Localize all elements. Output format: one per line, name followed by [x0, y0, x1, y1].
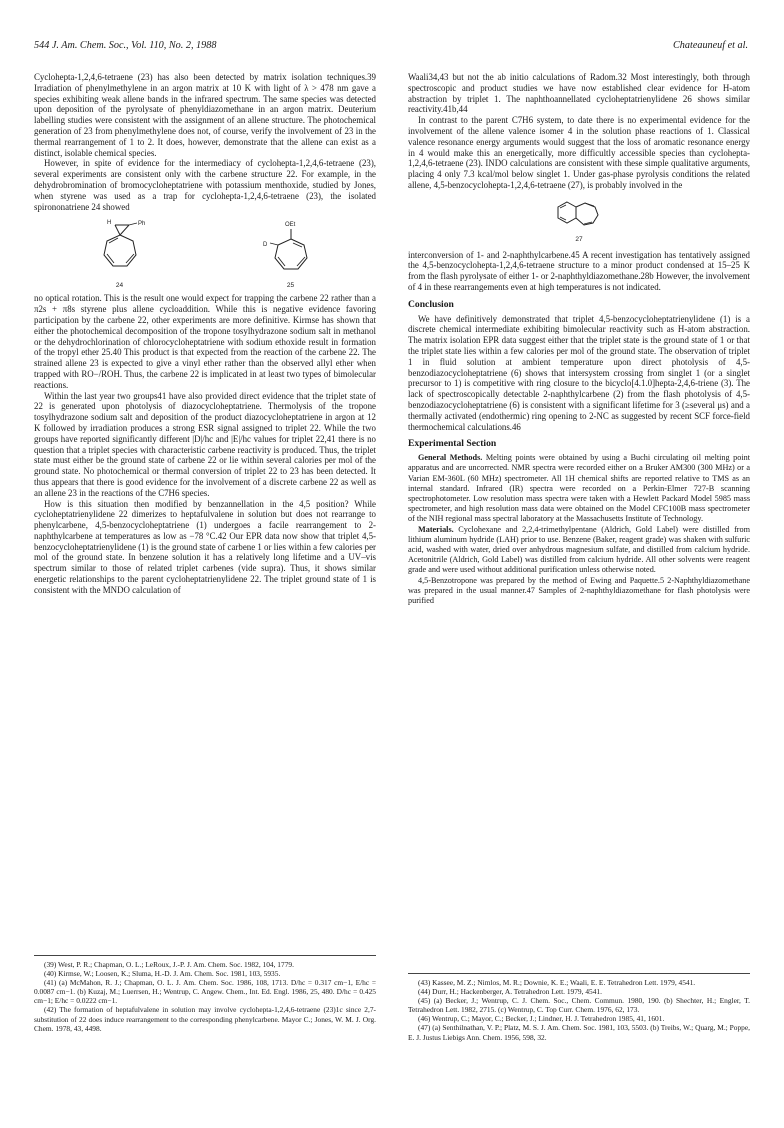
structure-25-label: 25	[286, 281, 295, 289]
right-column	[408, 72, 750, 606]
paragraph	[408, 525, 750, 576]
paragraph: How is this situation then modified by benzannellation in the 4,5 position? While cycloheptatrienylidene 22 dimerizes to heptafulvalene in solution but does not rearrange to phenylcarbene, 4,5-benzocycloheptatriene (1) undergoes a facile rearrangement to 2-naphthylcarbene at temperatures as low as −78 °C.42 Our EPR data now show that triplet 4,5-benzocycloheptatrienylidene (1) is the ground state of carbene 1 or lies within a few calories per mol of the ground state. In benzene solution it has a relatively long lifetime and a UV–vis spectrum similar to those of related triplet carbenes (vide supra). Thus, it shows similar energetic relationships to the parent cycloheptatrienylidene 22. The triplet ground state of 1 is consistent with the MNDO calculation of	[34, 498, 376, 595]
footnotes-right	[408, 973, 750, 1042]
footnotes-left	[34, 955, 376, 1033]
footnote: (40) Kirmse, W.; Loosen, K.; Sluma, H.-D. J. Am. Chem. Soc. 1981, 103, 5935.	[44, 969, 281, 979]
structure-24	[85, 217, 155, 292]
paragraph-body: Cyclohexane and 2,2,4-trimethylpentane (Aldrich, Gold Label) were distilled from lithium aluminum hydride (LAH) prior to use. Benzene (Baker, reagent grade) was shaken with sulfuric acid, washed with water, dried over anhydrous magnesium sulfate, and distilled from calcium hydride. Acetonitrile (Aldrich, Gold Label) was distilled from calcium hydride. All other solvents were reagent grade and were used without additional purification unless otherwise noted.	[408, 524, 750, 575]
struct24-h-label: H	[106, 219, 111, 226]
paragraph-body: Melting points were obtained by using a Buchi circulating oil melting point apparatus and are uncorrected. NMR spectra were recorded either on a Bruker AM300 (300 MHz) or a Varian EM-360L (60 MHz) spectrometer. All 1H chemical shifts are reported relative to TMS as an internal standard. Infrared (IR) spectra were recorded on a Perkin-Elmer 727-B scanning spectrophotometer. Low resolution mass spectra were taken with a Hewlett Packard Model 5985 mass spectrometer, and high resolution mass data were obtained on the Model CFC100B mass spectrometer of the NIH regional mass spectral laboratory at the Massachusetts Institute of Technology.	[408, 453, 750, 524]
footnote: (47) (a) Senthilnathan, V. P.; Platz, M. S. J. Am. Chem. Soc. 1981, 103, 5503. (b) Treibs, W.; Quarg, M.; Poppe, E. J. Justus Liebigs Ann. Chem. 1956, 598, 32.	[408, 1023, 750, 1042]
paragraph: We have definitively demonstrated that triplet 4,5-benzocycloheptatrienylidene (1) is a discrete chemical intermediate exhibiting bimolecular reactivity such as H-atom abstraction. The matrix isolation EPR data suggest either that the triplet state is the ground state of 1 or that the triplet state lies within a few calories per mol of the ground state. The observation of triplet 1 in fluid solution at ambient temperature upon direct photolysis of 4,5-benzodiazocycloheptatriene (6) shows that intersystem crossing from singlet 1 (or a singlet precursor to 1) is competitive with ring closure to the bicyclo[4.1.0]hepta-2,4,6-triene (3). The lack of spectroscopically detectable 2-naphthylcarbene (2) from the flash photolysis of 4,5-benzodiazocycloheptatriene (6) is consistent with a significant lifetime for 3 (≥several μs) and a thermally activated (endothermic) ring opening to 2-NC as suggested by recent SCF force-field thermochemical calculations.46	[408, 313, 750, 432]
footnote: (45) (a) Becker, J.; Wentrup, C. J. Chem. Soc., Chem. Commun. 1980, 190. (b) Shechter, H.; Engler, T. Tetrahedron Lett. 1982, 2715. (c) Wentrup, C. Top Curr. Chem. 1976, 62, 173.	[408, 996, 750, 1015]
structure-figure	[34, 216, 376, 291]
journal-citation: 544 J. Am. Chem. Soc., Vol. 110, No. 2, 1988	[34, 40, 217, 51]
paragraph: no optical rotation. This is the result one would expect for trapping the carbene 22 rather than a π2s + π8s styrene plus allene cycloaddition. While this is negative evidence favoring participation by the carbene 22, other experiments are more definitive. Kirmse has shown that either the photochemical decomposition of the tropone tosylhydrazone sodium salt in methanol or the dehydrochlorination of chlorocycloheptatriene with sodium ethoxide result in formation of the tropyl ether 25.40 This product is that expected from the reaction of the carbene 22. The strained allene 23 is expected to give a vinyl ether rather than the observed allyl ether when trapped with RO−/ROH. Thus, the carbene 22 is implicated in at least two types of bimolecular reactions.	[34, 293, 376, 390]
struct25-oet-label: OEt	[284, 221, 295, 228]
structure-27-drawing	[554, 197, 604, 235]
paragraph	[408, 453, 750, 524]
footnote: (42) The formation of heptafulvalene in solution may involve cyclohepta-1,2,4,6-tetraene (23)1c since 2,7-substitution of 22 does induce rearrangement to the corresponding phenylcarbene. Mayor C.; Jones, W. M. J. Org. Chem. 1978, 43, 4498.	[34, 1005, 376, 1033]
paragraph: interconversion of 1- and 2-naphthylcarbene.45 A recent investigation has tentatively assigned the 4,5-benzocyclohepta-1,2,4,6-tetraene structure to a minor product condensed at 15–25 K from the flash pyrolysate of either 1- or 2-naphthyldiazomethane.28b However, the involvement of 4 in these rearrangements even at high temperatures is not indicated.	[408, 249, 750, 292]
structure-24-label: 24	[115, 281, 124, 289]
structure-25-drawing	[256, 217, 326, 279]
runin-title: General Methods.	[418, 453, 483, 463]
footnote: (46) Wentrup, C.; Mayor, C.; Becker, J.; Lindner, H. J. Tetrahedron 1985, 41, 1601.	[418, 1014, 665, 1024]
paragraph: Within the last year two groups41 have also provided direct evidence that the triplet state of 22 is generated upon photolysis of diazocycloheptatriene. Thermolysis of the tropone tosylhydrazone sodium salt and deposition of the product diazocycloheptatriene in argon at 12 K followed by irradiation produces a strong ESR signal assigned to triplet 22. While the two groups have reported significantly different |D|/hc and |E|/hc values for triplet 22,41 there is no question that a triplet species with characteristic carbene reactivity is produced. Thus, the triplet state must either be the ground state of carbene 22 or lie within several calories per mol of the ground state. No photochemical or thermal conversion of triplet 22 to 23 has been detected. It thus appears that there is good evidence for the involvement of a discrete carbene 22 as well as an allene 23 in the reactions of the C7H6 species.	[34, 390, 376, 498]
footnote-rule	[408, 973, 750, 974]
experimental-heading: Experimental Section	[408, 438, 497, 450]
paragraph: Cyclohepta-1,2,4,6-tetraene (23) has also been detected by matrix isolation techniques.39 Irradiation of phenylmethylene in an argon matrix at 10 K with light of λ > 478 nm gave a species exhibiting weak allene bands in the infrared spectrum. The same species was detected upon deposition of the pyrolysate of phenyldiazomethane in an argon matrix. Deuterium labelling studies were consistent with the assignment of an allene structure. The photochemical generation of 23 from phenylmethylene does not, of course, verify the involvement of 23 in the thermal rearrangement of 1 to 2. It does, however, demonstrate that the allene can exist as a distinct, isolable chemical species.	[34, 72, 376, 158]
conclusion-heading: Conclusion	[408, 298, 454, 310]
paragraph: Waali34,43 but not the ab initio calculations of Radom.32 Most interestingly, both through spectroscopic and product studies we have now established clear evidence for H-atom abstraction by triplet 1. The naphthoannellated cycloheptatrienylidene 26 shows similar reactivity.41b,44	[408, 72, 750, 115]
running-header	[34, 40, 748, 54]
paragraph: 4,5-Benzotropone was prepared by the method of Ewing and Paquette.5 2-Naphthyldiazomethane was prepared in the usual manner.47 Samples of 2-naphthyldiazomethane for flash photolysis were purified	[408, 575, 750, 605]
left-column	[34, 72, 376, 596]
paragraph: In contrast to the parent C7H6 system, to date there is no experimental evidence for the involvement of the allene valence isomer 4 in the solution phase reactions of 1. Classical valence resonance energy arguments would suggest that the loss of aromatic resonance energy in 4 would make this an energetically, more difficultly accessible species than cyclohepta-1,2,4,6-tetraene (23). INDO calculations are consistent with these simple qualitative arguments, placing 4 only 7.3 kcal/mol below singlet 1. Under gas-phase pyrolysis conditions the related allene, 4,5-benzocyclohepta-1,2,4,6-tetraene (27), is probably involved in the	[408, 115, 750, 190]
footnote: (41) (a) McMahon, R. J.; Chapman, O. L. J. Am. Chem. Soc. 1986, 108, 1713. D/hc = 0.317 cm−1, E/hc = 0.0087 cm−1. (b) Kuzaj, M.; Luerrsen, H.; Wentrup, C. Angew. Chem., Int. Ed. Engl. 1986, 25, 480. D/hc = 0.425 cm−1; E/hc = 0.0222 cm−1.	[34, 978, 376, 1006]
footnote: (44) Durr, H.; Hackenberger, A. Tetrahedron Lett. 1979, 4541.	[418, 987, 602, 997]
author-header: Chateauneuf et al.	[673, 40, 748, 51]
struct24-ph-label: Ph	[137, 220, 145, 227]
structure-24-drawing	[85, 217, 155, 279]
paragraph: However, in spite of evidence for the intermediacy of cyclohepta-1,2,4,6-tetraene (23), several experiments are consistent only with the carbene structure 22. For example, in the dehydrobromination of bromocycloheptatriene with potassium menthoxide, studied by Jones, when styrene was used as a trap for cyclohepta-1,2,4,6-tetraene (23), the isolated spirononatriene 24 showed	[34, 158, 376, 212]
structure-27	[408, 197, 750, 246]
footnote-rule	[34, 955, 376, 956]
structure-27-label: 27	[575, 235, 583, 243]
footnote: (39) West, P. R.; Chapman, O. L.; LeRoux, J.-P. J. Am. Chem. Soc. 1982, 104, 1779.	[44, 960, 294, 969]
footnote: (43) Kassee, M. Z.; Nimlos, M. R.; Downie, K. E.; Waali, E. E. Tetrahedron Lett. 1979, 4541.	[418, 978, 696, 987]
structure-25	[256, 217, 326, 292]
runin-title: Materials.	[418, 524, 454, 534]
struct25-d-label: D	[262, 241, 267, 248]
experimental-section	[408, 453, 750, 606]
